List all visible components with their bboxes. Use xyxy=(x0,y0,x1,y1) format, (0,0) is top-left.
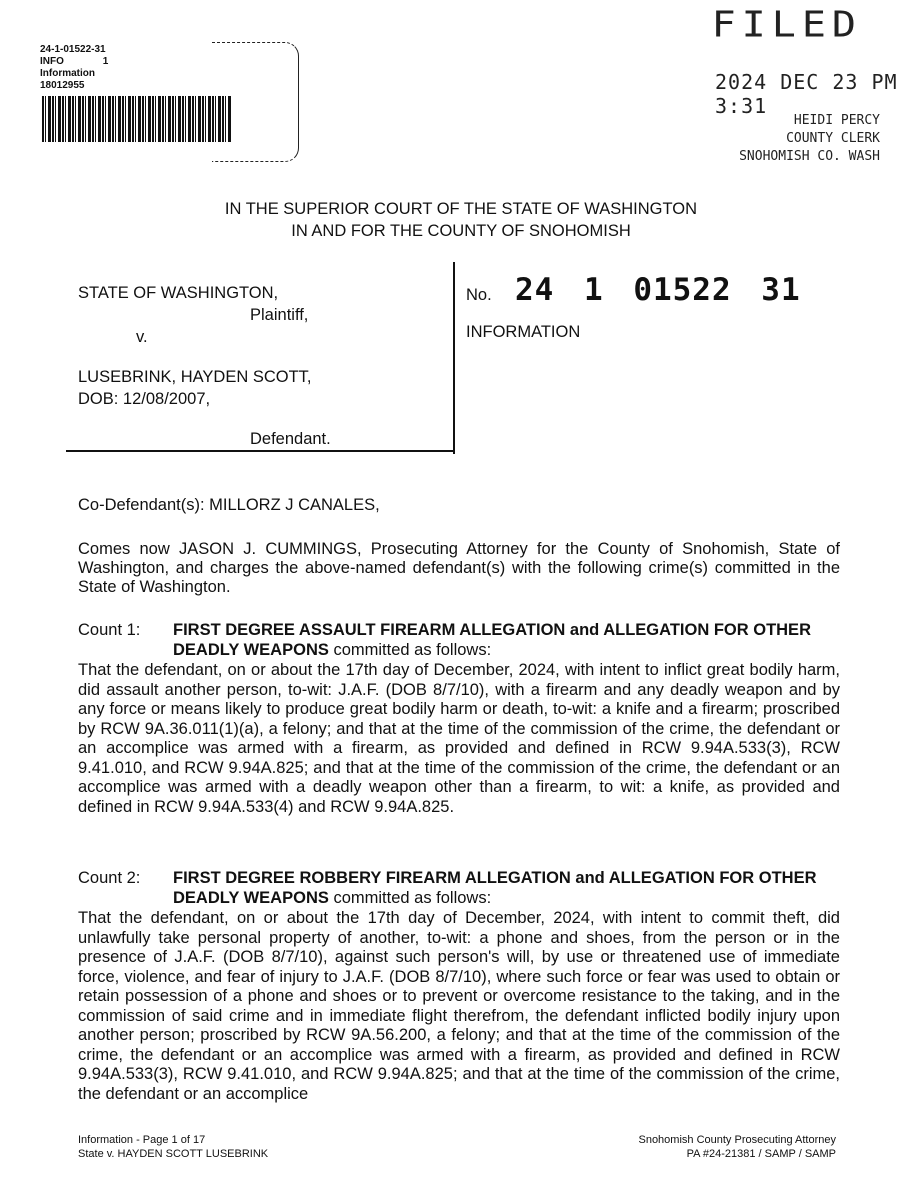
count-1-label: Count 1: xyxy=(78,621,141,639)
footer-page-info: Information - Page 1 of 17 xyxy=(78,1134,206,1146)
count-1-title-tail: committed as follows: xyxy=(328,641,492,659)
codefendant: Co-Defendant(s): MILLORZ J CANALES, xyxy=(78,496,380,514)
caption-divider-horizontal xyxy=(66,450,454,452)
footer-office: Snohomish County Prosecuting Attorney xyxy=(638,1134,836,1146)
label-text xyxy=(40,44,108,92)
label-doc-count: 1 xyxy=(102,56,109,67)
court-heading-line1: IN THE SUPERIOR COURT OF THE STATE OF WASHINGTON xyxy=(224,200,698,218)
defendant-dob: DOB: 12/08/2007, xyxy=(78,390,211,408)
defendant-role: Defendant. xyxy=(250,430,331,448)
label-doc-type-row xyxy=(40,56,108,68)
caption-divider-vertical xyxy=(453,262,455,454)
label-doc-id: 18012955 xyxy=(40,80,85,91)
case-number-label: No. xyxy=(466,286,492,304)
count-1-text: That the defendant, on or about the 17th day of December, 2024, with intent to inflict great bodily harm, did assault another person, to-wit: J.A.F. (DOB 8/7/10), with a firearm and any deadly weapon and by any force or means likely to produce great bodily harm or death, to-wit: a knife and a firearm; proscribed by RCW 9A.36.011(1)(a), a felony; and that at the time of the commission of the crime, the defendant or an accomplice was armed with a firearm, as provided and defined in RCW 9.94A.533(3), RCW 9.41.010, and RCW 9.94A.825; and that at the time of the commission of the crime, the defendant or an accomplice was armed with a deadly weapon other than a firearm, to wit: a knife, as provided and defined in RCW 9.94A.533(4) and RCW 9.94A.825. xyxy=(78,661,840,816)
defendant-name: LUSEBRINK, HAYDEN SCOTT, xyxy=(78,368,312,386)
case-label-sticker xyxy=(34,38,266,162)
label-doc-type: INFO xyxy=(40,56,64,67)
count-1-title xyxy=(173,620,843,660)
document-title: INFORMATION xyxy=(466,323,581,341)
footer-right xyxy=(638,1133,836,1161)
clerk-stamp xyxy=(700,112,880,166)
footer-left xyxy=(78,1133,268,1161)
count-1-title-bold: FIRST DEGREE ASSAULT FIREARM ALLEGATION and ALLEGATION FOR OTHER DEADLY WEAPONS xyxy=(173,621,811,659)
plaintiff-name: STATE OF WASHINGTON, xyxy=(78,284,279,302)
intro-paragraph: Comes now JASON J. CUMMINGS, Prosecuting Attorney for the County of Snohomish, State of Washington, and charges the above-named defendant(s) with the following crime(s) committed in the State of Washington. xyxy=(78,540,840,596)
court-heading-line2: IN AND FOR THE COUNTY OF SNOHOMISH xyxy=(291,222,631,240)
versus: v. xyxy=(136,328,148,346)
clerk-county: SNOHOMISH CO. WASH xyxy=(739,149,880,164)
footer-case-name: State v. HAYDEN SCOTT LUSEBRINK xyxy=(78,1148,269,1160)
count-2-text: That the defendant, on or about the 17th day of December, 2024, with intent to commit theft, did unlawfully take personal property of another, to-wit: a phone and shoes, from the person or in the presence of J.A.F. (DOB 8/7/10), against such person's will, by use or threatened use of immediate force, violence, and fear of injury to J.A.F. (DOB 8/7/10), where such force or fear was used to obtain or retain possession of a phone and shoes or to prevent or overcome resistance to the taking, and in the commission of said crime and in immediate flight therefrom, the defendant inflicted bodily injury upon another person; proscribed by RCW 9A.56.200, a felony; and that at the time of the commission of the crime, the defendant or an accomplice was armed with a firearm, as provided and defined in RCW 9.94A.533(3), RCW 9.41.010, and RCW 9.94A.825; and that at the time of the commission of the crime, the defendant or an accomplice xyxy=(78,909,840,1103)
footer-pa-number: PA #24-21381 / SAMP / SAMP xyxy=(686,1148,836,1160)
count-2-label: Count 2: xyxy=(78,869,141,887)
count-2-title-bold: FIRST DEGREE ROBBERY FIREARM ALLEGATION and ALLEGATION FOR OTHER DEADLY WEAPONS xyxy=(173,869,817,907)
barcode xyxy=(42,96,232,142)
case-number: 24 1 01522 31 xyxy=(515,272,801,308)
clerk-name: HEIDI PERCY xyxy=(793,113,880,128)
plaintiff-role: Plaintiff, xyxy=(250,306,309,324)
filed-stamp: FILED xyxy=(711,4,862,46)
count-2-title xyxy=(173,868,843,908)
label-case-number: 24-1-01522-31 xyxy=(40,44,106,55)
clerk-title: COUNTY CLERK xyxy=(786,131,880,146)
label-doc-name: Information xyxy=(40,68,95,79)
court-heading xyxy=(0,198,922,242)
count-2-title-tail: committed as follows: xyxy=(328,889,492,907)
filed-date-stamp: 2024 DEC 23 PM 3:31 xyxy=(715,70,898,118)
